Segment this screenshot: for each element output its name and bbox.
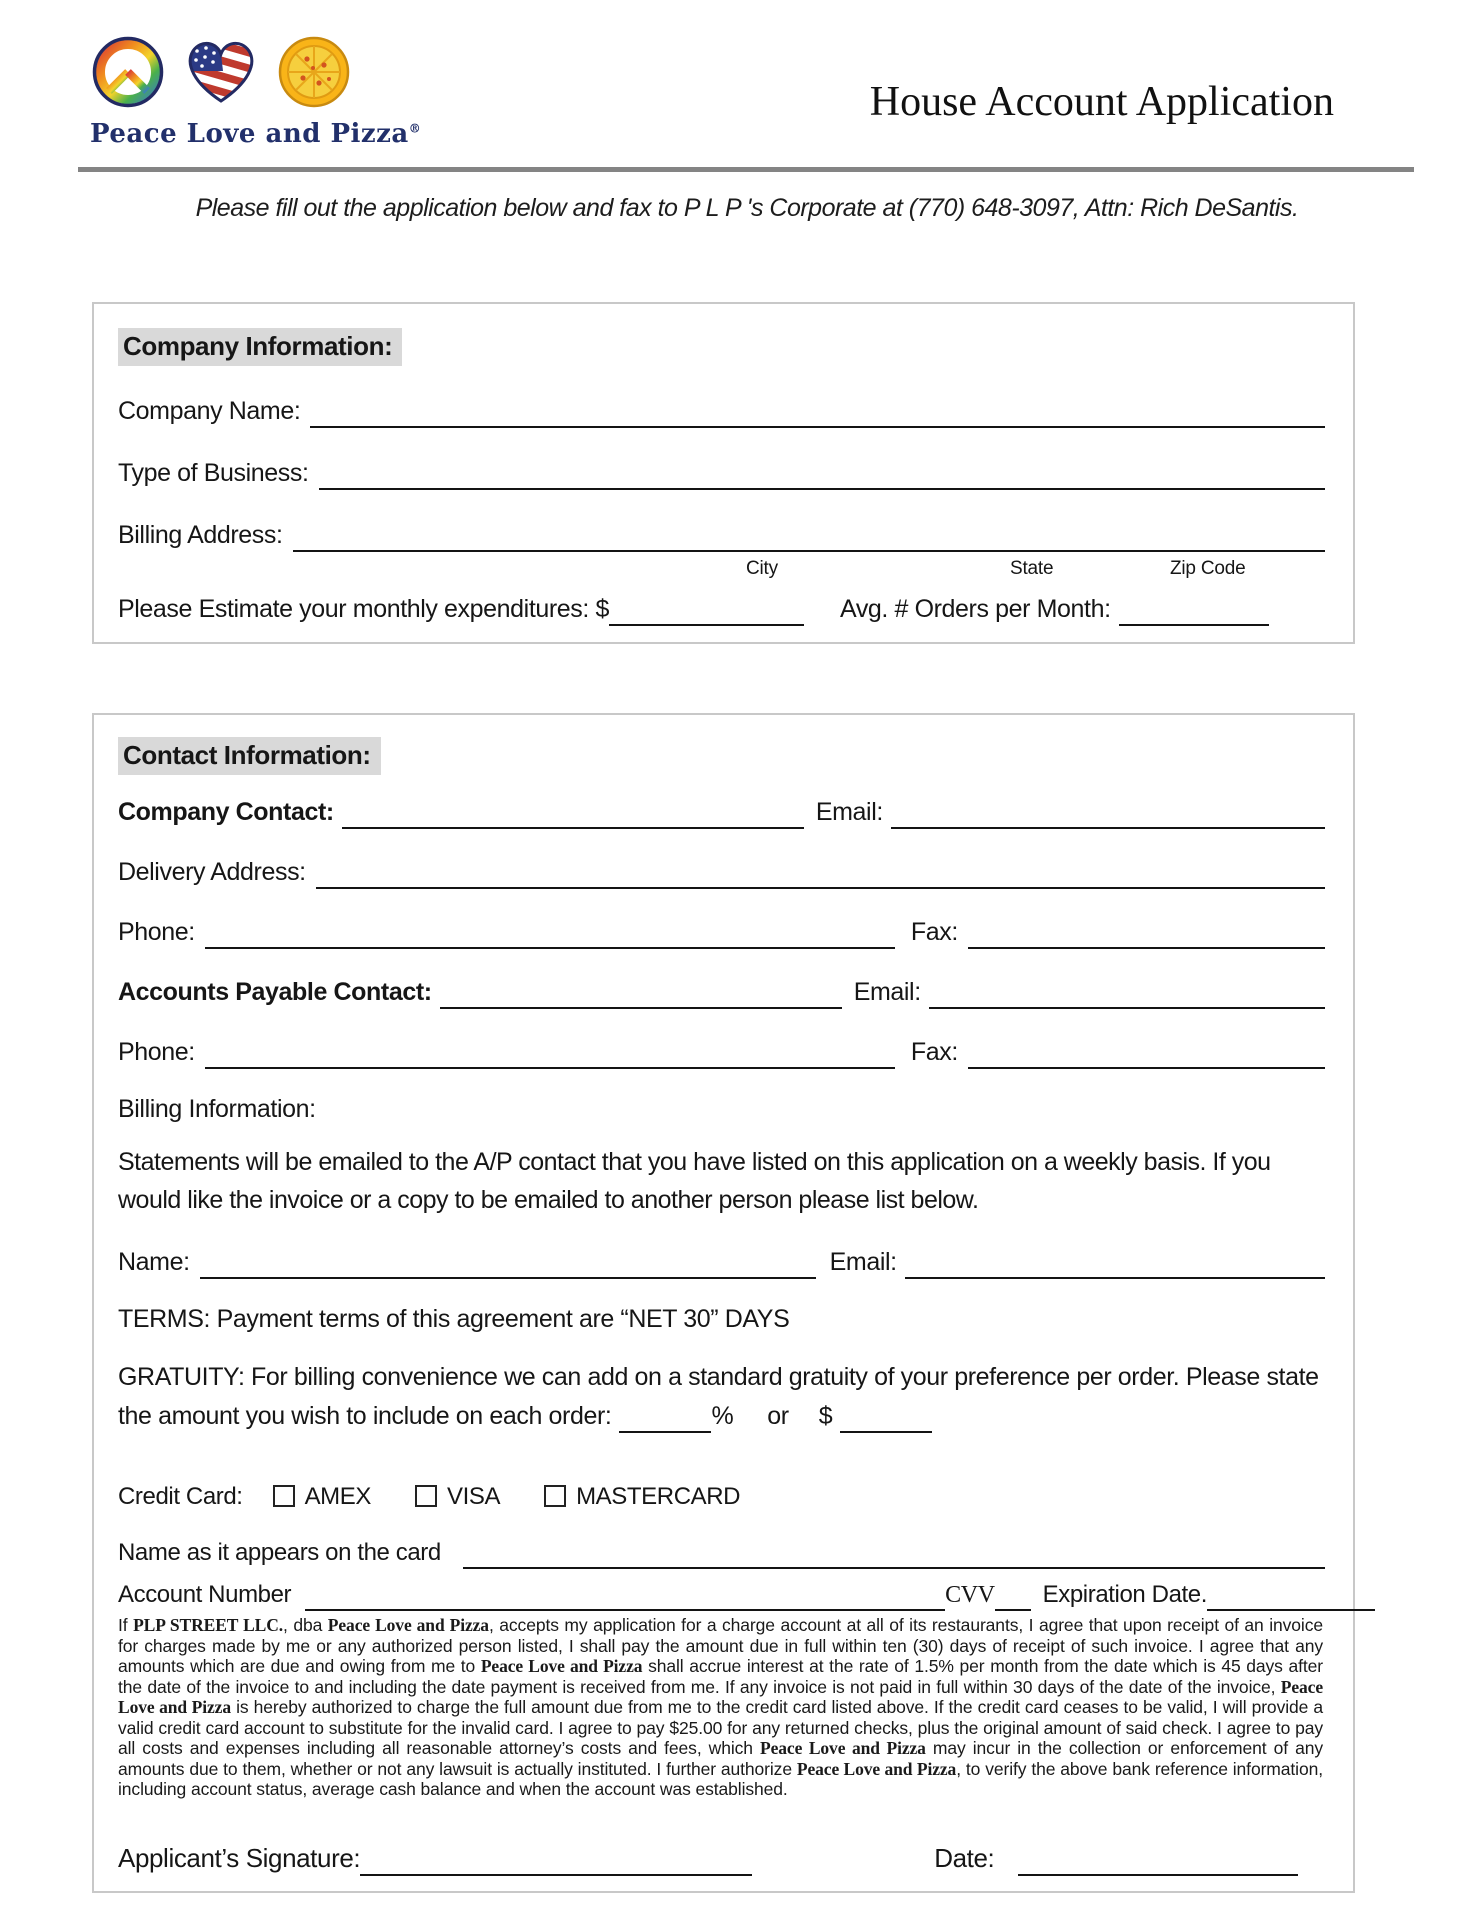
legal-segment: If xyxy=(118,1615,134,1635)
cvv-label: CVV xyxy=(945,1582,995,1608)
fax-label: Fax: xyxy=(910,918,958,946)
ap-fax-label: Fax: xyxy=(910,1038,958,1066)
company-contact-input-line[interactable] xyxy=(342,797,804,829)
flag-heart-icon xyxy=(182,36,260,113)
amex-option-label: AMEX xyxy=(304,1483,371,1510)
pizza-icon xyxy=(276,34,352,115)
percent-sign: % xyxy=(711,1402,734,1430)
invoice-name-label: Name: xyxy=(118,1248,190,1276)
name-on-card-input-line[interactable] xyxy=(463,1537,1325,1569)
expenditures-label: Please Estimate your monthly expenditures: $ xyxy=(118,595,609,623)
gratuity-percent-input-line[interactable] xyxy=(619,1401,711,1433)
legal-brand-plp: Peace Love and Pizza xyxy=(760,1738,926,1758)
account-number-input-line[interactable] xyxy=(305,1579,945,1611)
contact-phone-fax-row xyxy=(118,917,1325,949)
registered-mark: ® xyxy=(408,121,422,136)
company-contact-email-label: Email: xyxy=(815,798,883,826)
company-name-row xyxy=(118,396,1325,428)
billing-information-label: Billing Information: xyxy=(118,1095,316,1123)
accounts-payable-label: Accounts Payable Contact: xyxy=(118,978,432,1006)
gratuity-line-1: GRATUITY: For billing convenience we can add on a standard gratuity of your preference per order. Please state xyxy=(118,1363,1319,1391)
accounts-payable-email-input-line[interactable] xyxy=(929,977,1325,1009)
city-label: City xyxy=(746,558,778,579)
invoice-copy-name-row xyxy=(118,1247,1325,1279)
logo-icons xyxy=(90,34,352,115)
page-title: House Account Application xyxy=(869,79,1334,125)
brand-name xyxy=(90,119,421,149)
company-contact-email-input-line[interactable] xyxy=(891,797,1325,829)
statements-paragraph xyxy=(118,1143,1325,1219)
mastercard-checkbox[interactable] xyxy=(544,1485,566,1507)
type-of-business-label: Type of Business: xyxy=(118,459,309,487)
visa-option-label: VISA xyxy=(447,1483,501,1510)
legal-brand-plp: Peace Love and Pizza xyxy=(480,1656,643,1676)
name-on-card-label: Name as it appears on the card xyxy=(118,1539,441,1566)
delivery-address-label: Delivery Address: xyxy=(118,858,306,886)
legal-segment: shall accrue interest at the rate of 1.5% per month from the date which is 45 days after the date of the invoice to and including the date payment is received from me. If any invoice is not paid in full within 30 days of the date of the invoice, xyxy=(118,1656,1324,1697)
gratuity-dollar-input-line[interactable] xyxy=(840,1401,932,1433)
expenditures-row xyxy=(118,594,1325,626)
company-name-label: Company Name: xyxy=(118,397,301,425)
ap-phone-input-line[interactable] xyxy=(205,1037,895,1069)
legal-segment: may incur in the collection or enforcement of any amounts due to them, whether or not any lawsuit is actually instituted. I further authorize xyxy=(118,1738,1323,1779)
expiration-date-label: Expiration Date. xyxy=(1042,1581,1207,1608)
legal-brand-plp: Peace Love and Pizza xyxy=(118,1676,1323,1717)
date-input-line[interactable] xyxy=(1018,1844,1298,1876)
amex-checkbox[interactable] xyxy=(273,1485,295,1507)
cvv-input-line[interactable] xyxy=(995,1579,1031,1611)
mastercard-option-label: MASTERCARD xyxy=(576,1483,741,1510)
header xyxy=(90,34,1410,149)
invoice-email-label: Email: xyxy=(829,1248,897,1276)
applicant-signature-line[interactable] xyxy=(360,1844,752,1876)
ap-phone-fax-row xyxy=(118,1037,1325,1069)
terms-row xyxy=(118,1305,1325,1336)
date-label: Date: xyxy=(934,1843,995,1873)
account-number-label: Account Number xyxy=(118,1581,292,1608)
legal-brand-plp-street: PLP STREET LLC. xyxy=(133,1615,284,1635)
terms-text: TERMS: Payment terms of this agreement are “NET 30” DAYS xyxy=(118,1305,790,1333)
avg-orders-label: Avg. # Orders per Month: xyxy=(840,595,1111,623)
applicant-signature-label: Applicant’s Signature: xyxy=(118,1843,361,1873)
ap-fax-input-line[interactable] xyxy=(968,1037,1325,1069)
expiration-date-input-line[interactable] xyxy=(1207,1579,1375,1611)
phone-label: Phone: xyxy=(118,918,195,946)
account-number-row xyxy=(118,1579,1325,1611)
statements-line-1: Statements will be emailed to the A/P contact that you have listed on this application on a weekly basis. If you xyxy=(118,1148,1271,1176)
visa-checkbox[interactable] xyxy=(415,1485,437,1507)
contact-information-heading: Contact Information: xyxy=(118,737,381,775)
zip-code-label: Zip Code xyxy=(1170,558,1246,579)
company-contact-row xyxy=(118,797,1325,829)
peace-sign-icon xyxy=(90,34,166,115)
credit-card-row xyxy=(118,1483,1325,1513)
company-contact-label: Company Contact: xyxy=(118,798,334,826)
name-on-card-row xyxy=(118,1537,1325,1569)
or-text: or xyxy=(767,1402,789,1430)
address-sublabels xyxy=(118,558,1329,582)
delivery-address-row xyxy=(118,857,1325,889)
signature-row xyxy=(118,1843,1325,1876)
invoice-name-input-line[interactable] xyxy=(200,1247,816,1279)
billing-information-row xyxy=(118,1095,1325,1126)
fax-input-line[interactable] xyxy=(968,917,1325,949)
statements-line-2: would like the invoice or a copy to be emailed to another person please list below. xyxy=(118,1186,979,1214)
accounts-payable-row xyxy=(118,977,1325,1009)
dollar-sign: $ xyxy=(818,1402,833,1430)
company-information-heading: Company Information: xyxy=(118,328,402,366)
legal-segment: , dba xyxy=(283,1615,328,1635)
legal-brand-plp: Peace Love and Pizza xyxy=(796,1758,957,1779)
legal-segment: , accepts my application for a charge account at all of its restaurants, I agree that upon receipt of an invoice for charges made by me or any authorized person listed, I shall pay the amount due in full within ten (30) days of receipt of such invoice. I agree that any amounts which are due and owing from me to xyxy=(118,1615,1323,1676)
contact-information-section xyxy=(92,713,1355,1893)
gratuity-line-2-prefix: the amount you wish to include on each order: xyxy=(118,1402,612,1430)
fax-instruction: Please fill out the application below and fax to P L P 's Corporate at (770) 648-3097, Attn: Rich DeSantis. xyxy=(195,194,1299,222)
gratuity-row-1 xyxy=(118,1363,1325,1394)
state-label: State xyxy=(1010,558,1054,579)
delivery-address-input-line[interactable] xyxy=(316,857,1325,889)
company-information-section xyxy=(92,302,1355,644)
expenditures-input-line[interactable] xyxy=(609,594,804,626)
billing-address-row xyxy=(118,520,1325,552)
billing-address-label: Billing Address: xyxy=(118,521,283,549)
phone-input-line[interactable] xyxy=(205,917,895,949)
legal-terms-paragraph xyxy=(118,1615,1323,1800)
header-divider xyxy=(78,167,1414,172)
invoice-email-input-line[interactable] xyxy=(905,1247,1325,1279)
credit-card-label: Credit Card: xyxy=(118,1483,243,1510)
logo xyxy=(90,34,421,149)
gratuity-row-2 xyxy=(118,1401,1325,1433)
legal-segment: , to verify the above bank reference information, including account status, average cash balance and when the account was established. xyxy=(118,1758,1323,1799)
legal-segment: is hereby authorized to charge the full amount due from me to the credit card listed above. If the credit card ceases to be valid, I will provide a valid credit card account to substitute for the invalid card. I agree to pay $25.00 for any returned checks, plus the original amount of said check. I agree to pay all costs and expenses including all reasonable attorney’s costs and fees, which xyxy=(118,1697,1323,1758)
accounts-payable-input-line[interactable] xyxy=(440,977,842,1009)
legal-brand-plp: Peace Love and Pizza xyxy=(327,1615,489,1635)
type-of-business-input-line[interactable] xyxy=(319,458,1325,490)
company-name-input-line[interactable] xyxy=(310,396,1325,428)
accounts-payable-email-label: Email: xyxy=(853,978,921,1006)
billing-address-input-line[interactable] xyxy=(293,520,1325,552)
brand-name-text: Peace Love and Pizza xyxy=(90,119,409,149)
type-of-business-row xyxy=(118,458,1325,490)
avg-orders-input-line[interactable] xyxy=(1119,594,1269,626)
ap-phone-label: Phone: xyxy=(118,1038,195,1066)
